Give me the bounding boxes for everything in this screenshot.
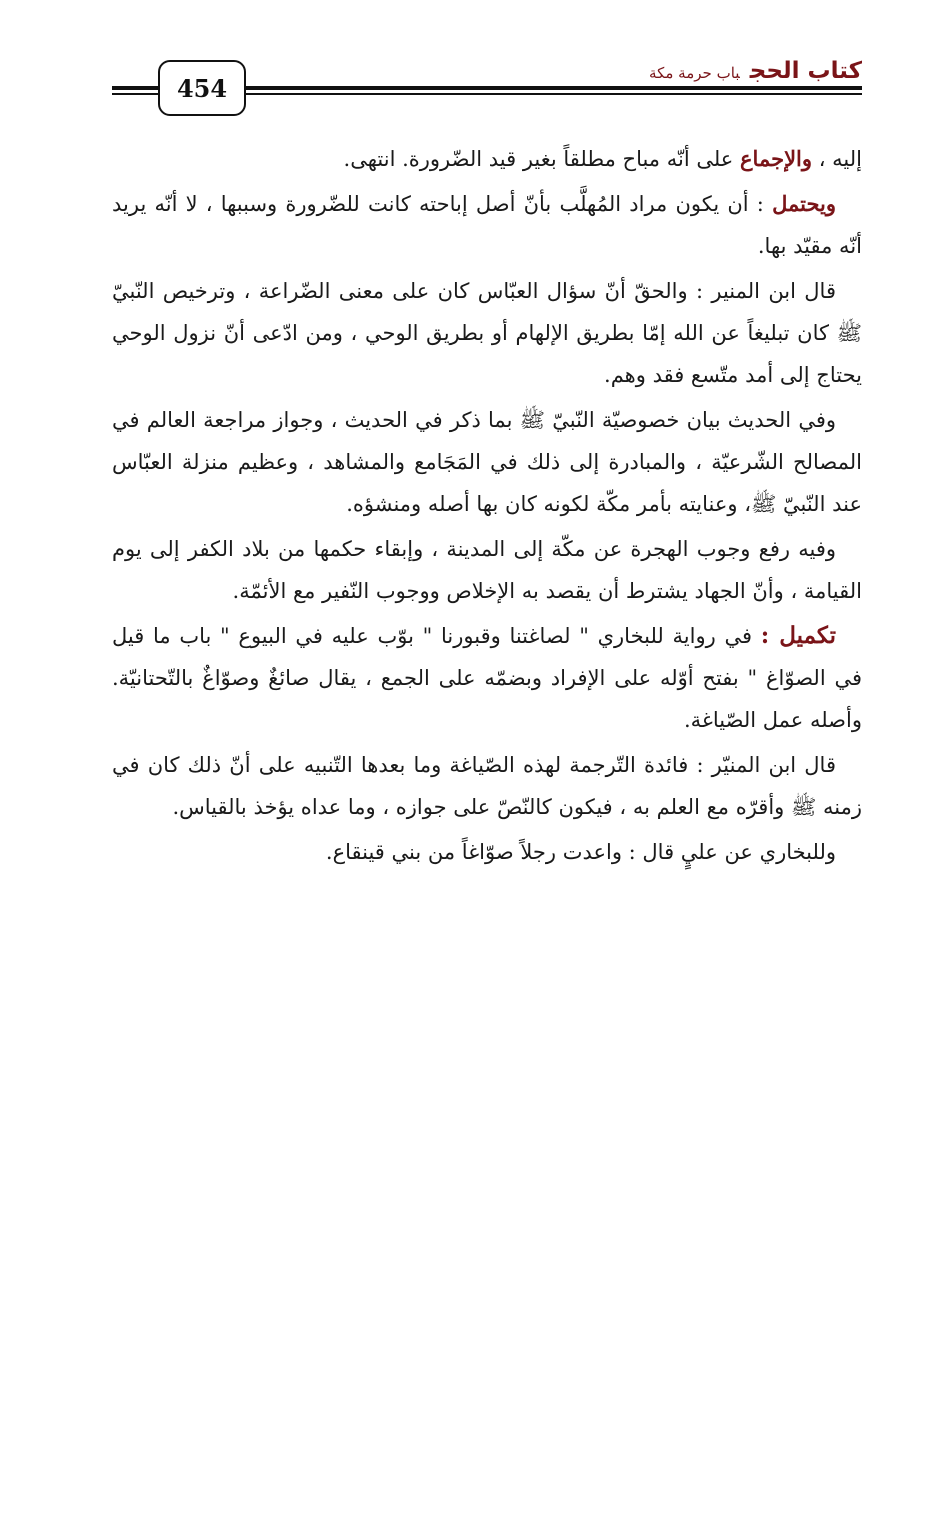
page-number-box: [158, 60, 246, 116]
paragraph-2: [112, 183, 862, 267]
paragraph-6: [112, 615, 862, 741]
paragraph-1: [112, 138, 862, 180]
keyword-yahtamil: ويحتمل: [772, 191, 836, 216]
keyword-takmil: تكميل :: [760, 622, 836, 649]
paragraph-text: في رواية للبخاري " لصاغتنا وقبورنا " بوّب عليه في البيوع " باب ما قيل في الصوّاغ " بفتح أوّله على الإفراد وبضمّه على الجمع ، يقال صائغٌ وصوّاغٌ بالتّحتانيّة. وأصله عمل الصّياغة.: [112, 624, 862, 732]
paragraph-text: قال ابن المنيّر : فائدة التّرجمة لهذه الصّياغة وما بعدها التّنبيه على أنّ ذلك كان في زمنه ﷺ وأقرّه مع العلم به ، فيكون كالنّصّ على جوازه ، وما عداه يؤخذ بالقياس.: [112, 753, 862, 819]
paragraph-text: وفيه رفع وجوب الهجرة عن مكّة إلى المدينة ، وإبقاء حكمها من بلاد الكفر إلى يوم القيامة ، وأنّ الجهاد يشترط أن يقصد به الإخلاص ووجوب النّفير مع الأئمّة.: [112, 537, 862, 603]
paragraph-text: إليه ،: [812, 147, 862, 171]
book-title: كتاب الحج: [749, 58, 862, 84]
paragraph-8: [112, 831, 862, 873]
paragraph-text: : أن يكون مراد المُهلَّب بأنّ أصل إباحته كانت للضّرورة وسببها ، لا أنّه يريد أنّه مقيّد بها.: [112, 192, 862, 258]
paragraph-3: [112, 270, 862, 396]
paragraph-text: وفي الحديث بيان خصوصيّة النّبيّ ﷺ بما ذكر في الحديث ، وجواز مراجعة العالم في المصالح الشّرعيّة ، والمبادرة إلى ذلك في المَجَامع والمشاهد ، وعظيم منزلة العبّاس عند النّبيّ ﷺ، وعنايته بأمر مكّة لكونه كان بها أصله ومنشؤه.: [112, 408, 862, 516]
chapter-title: باب حرمة مكة: [649, 64, 740, 82]
page-number: 454: [176, 73, 228, 103]
paragraph-text: وللبخاري عن عليٍ قال : واعدت رجلاً صوّاغاً من بني قينقاع.: [325, 840, 836, 864]
paragraph-text: قال ابن المنير : والحقّ أنّ سؤال العبّاس كان على معنى الضّراعة ، وترخيص النّبيّ ﷺ كان تبليغاً عن الله إمّا بطريق الإلهام أو بطريق الوحي ، ومن ادّعى أنّ نزول الوحي يحتاج إلى أمد متّسع فقد وهم.: [112, 279, 862, 387]
paragraph-5: [112, 528, 862, 612]
header-title: [649, 58, 862, 84]
paragraph-text: على أنّه مباح مطلقاً بغير قيد الضّرورة. انتهى.: [343, 147, 741, 171]
paragraph-4: [112, 399, 862, 525]
paragraph-7: [112, 744, 862, 828]
page-body: [112, 138, 862, 876]
keyword-ijma: والإجماع: [740, 146, 813, 171]
